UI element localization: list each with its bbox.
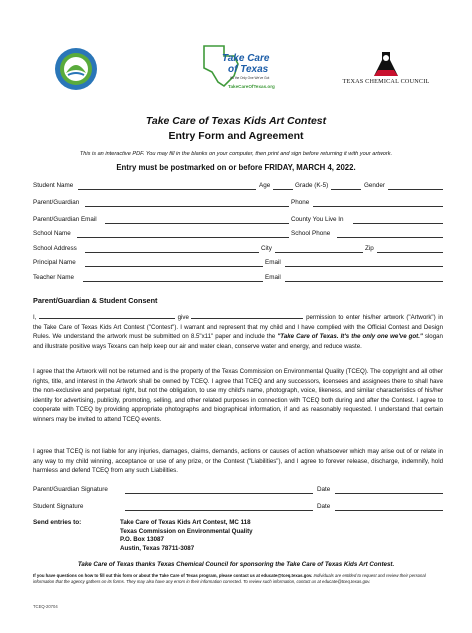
tcc-flask-logo	[338, 48, 434, 92]
parent-date-label: Date	[317, 486, 331, 493]
school-address-field[interactable]	[85, 245, 259, 253]
row-parent-email	[33, 216, 443, 226]
grade-label: Grade (K-5)	[295, 182, 329, 189]
footer-privacy: Individuals are entitled to request and review their personal information that the agency gathers on its forms. They may also have any errors in their information corrected. To review such information, contact us at educate@tceq.texas.gov.	[33, 573, 426, 584]
city-field[interactable]	[275, 245, 363, 253]
instructions-note: This is an interactive PDF. You may fill in the blanks on your computer, then print and sign before returning it with your artwork.	[79, 151, 393, 157]
school-phone-field[interactable]	[337, 230, 443, 238]
address-line: Take Care of Texas Kids Art Contest, MC 118	[120, 519, 251, 526]
tct-logo-line2: of Texas	[228, 64, 269, 75]
child-name-field[interactable]	[191, 312, 303, 319]
gender-field[interactable]	[388, 182, 443, 190]
address-line: Texas Commission on Environmental Quality	[120, 527, 253, 535]
consent-paragraph-3: I agree that TCEQ is not liable for any injuries, damages, claims, demands, actions or causes of action whatsoever which may arise out of or relate in any way to my child winning, acceptance or use of any prize, or the Contest ("Liabilities"), and I agree to forever release, discharge, indemnify, hold harmless and defend TCEQ from any such Liabilities.	[33, 448, 443, 474]
row-principal	[33, 259, 443, 269]
school-name-label: School Name	[33, 230, 71, 237]
parent-guardian-field[interactable]	[85, 199, 289, 207]
student-signature-field[interactable]	[125, 503, 313, 511]
consent-paragraph-2: I agree that the Artwork will not be returned and is the property of the Texas Commission on Environmental Quality (TCEQ). The copyright and all other rights, title, and interest in the Artwork shall be owned by TCEQ. I agree that TCEQ and any successors, licensees and assignees there to shall have the non-exclusive and perpetual right, but not the obligation, to use my child's name, photograph, voice, likeness, and similar characteristics of his/her identity for advertising, publicity, promoting, selling, and other related purposes in connection with TCEQ both during and after the Contest. I agree to cooperate with TCEQ by providing appropriate photographs and biographical information, if and as reasonably requested. I understand that certain winners may be invited to attend TCEQ events.	[33, 368, 443, 423]
sponsor-thanks: Take Care of Texas thanks Texas Chemical Council for sponsoring the Take Care of Texas Kids Art Contest.	[77, 561, 395, 568]
consent-p1-rest: permission to enter his/her artwork ("Artwork") in the Take Care of Texas Kids Art Contest ("Contest"). I warrant and represent that my child and I have complied with the Official Contest and Design Rules. We understand the artwork must be submitted on 8.5"x11" paper and include the	[33, 314, 443, 340]
consent-p1-give: give	[177, 314, 189, 321]
age-field[interactable]	[273, 182, 293, 190]
tct-logo-tagline: It's the Only One We've Got	[230, 76, 270, 80]
consent-slogan: "Take Care of Texas. It's the only one we've got."	[277, 333, 423, 340]
school-name-field[interactable]	[77, 230, 289, 238]
age-label: Age	[259, 182, 271, 189]
tct-logo-line1: Take Care	[222, 53, 270, 64]
phone-field[interactable]	[313, 199, 443, 207]
student-name-field[interactable]	[78, 182, 256, 190]
zip-label: Zip	[365, 245, 374, 252]
teacher-name-field[interactable]	[83, 274, 263, 282]
parent-signature-label: Parent/Guardian Signature	[33, 486, 108, 493]
city-label: City	[261, 245, 272, 252]
consent-p1-end: slogan and illustrate positive ways Texans can help keep our air and water clean, conserve water and energy, and reduce waste.	[33, 333, 443, 350]
row-school	[33, 230, 443, 240]
deadline-notice: Entry must be postmarked on or before FRIDAY, MARCH 4, 2022.	[116, 163, 356, 172]
grade-field[interactable]	[331, 182, 361, 190]
student-signature-label: Student Signature	[33, 503, 84, 510]
principal-name-label: Principal Name	[33, 259, 76, 266]
parent-email-field[interactable]	[105, 216, 289, 224]
parent-guardian-label: Parent/Guardian	[33, 199, 80, 206]
form-title: Entry Form and Agreement	[168, 130, 304, 142]
row-teacher	[33, 274, 443, 284]
address-line: Austin, Texas 78711-3087	[120, 544, 195, 552]
contest-title: Take Care of Texas Kids Art Contest	[145, 115, 327, 127]
consent-heading: Parent/Guardian & Student Consent	[33, 296, 158, 305]
tcc-logo-name: TEXAS CHEMICAL COUNCIL	[342, 78, 430, 85]
student-date-label: Date	[317, 503, 331, 510]
address-line: P.O. Box 13087	[120, 536, 164, 544]
parent-date-field[interactable]	[335, 486, 443, 494]
principal-name-field[interactable]	[85, 259, 263, 267]
teacher-name-label: Teacher Name	[33, 274, 74, 281]
teacher-email-field[interactable]	[285, 274, 443, 282]
school-address-label: School Address	[33, 245, 77, 252]
school-phone-label: School Phone	[291, 230, 331, 237]
take-care-of-texas-logo	[198, 42, 278, 98]
row-student	[33, 182, 443, 192]
footer-notice	[33, 573, 443, 585]
send-entries-label: Send entries to:	[33, 519, 82, 526]
principal-email-field[interactable]	[285, 259, 443, 267]
consent-p1-start: I,	[33, 314, 37, 321]
form-code: TCEQ-20704	[33, 604, 58, 609]
zip-field[interactable]	[377, 245, 443, 253]
student-date-field[interactable]	[335, 503, 443, 511]
principal-email-label: Email	[265, 259, 281, 266]
tct-logo-url: TakeCareOfTexas.org	[228, 84, 275, 89]
phone-label: Phone	[291, 199, 310, 206]
tceq-circle-logo	[54, 47, 98, 91]
mailing-address	[120, 519, 253, 553]
parent-name-field[interactable]	[39, 312, 175, 319]
county-field[interactable]	[353, 216, 443, 224]
teacher-email-label: Email	[265, 274, 281, 281]
student-name-label: Student Name	[33, 182, 74, 189]
county-label: County You Live In	[291, 216, 344, 223]
consent-paragraph-1	[33, 312, 443, 351]
gender-label: Gender	[364, 182, 386, 189]
footer-contact: If you have questions on how to fill out this form or about the Take Care of Texas program, please contact us at educate@tceq.texas.gov.	[33, 573, 313, 578]
row-address	[33, 245, 443, 255]
parent-email-label: Parent/Guardian Email	[33, 216, 97, 223]
row-parent	[33, 199, 443, 209]
parent-signature-field[interactable]	[125, 486, 313, 494]
